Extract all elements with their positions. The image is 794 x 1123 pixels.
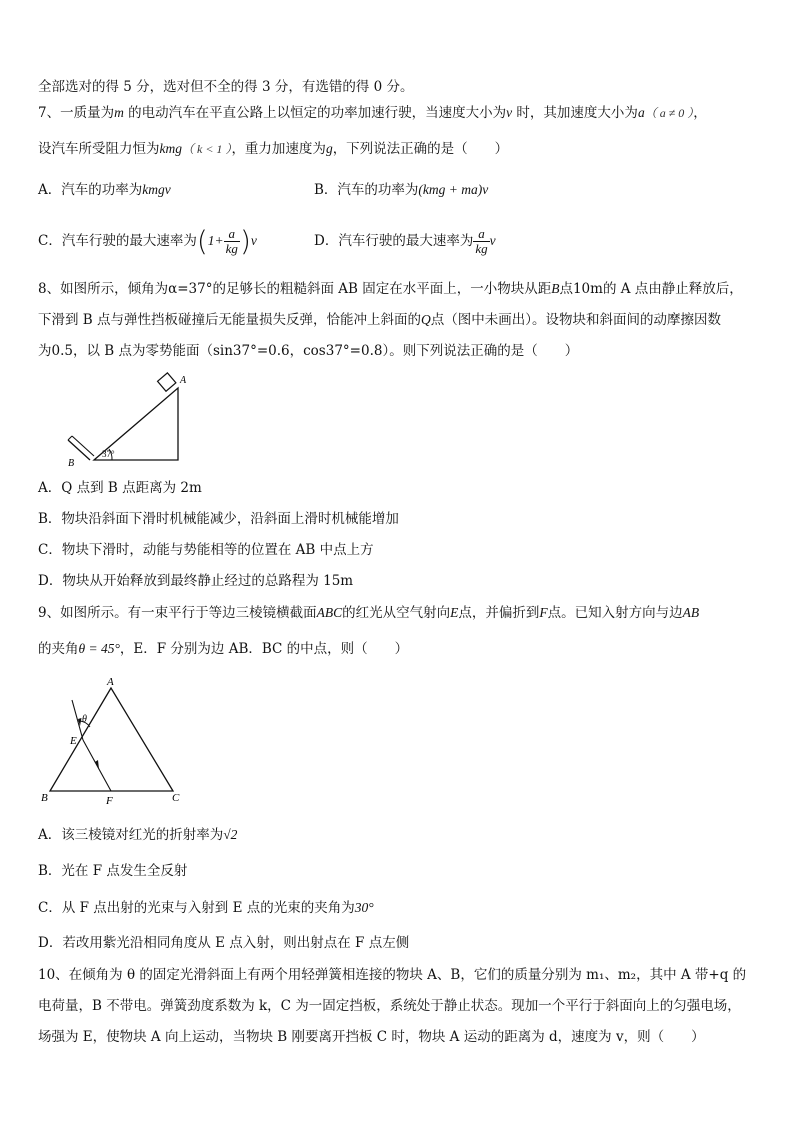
q8-var-q: Q	[421, 312, 431, 327]
q9-var-f: F	[539, 605, 548, 620]
fig9-label-e: E	[70, 735, 77, 747]
q9-option-a-label: A．该三棱镜对红光的折射率为	[38, 827, 224, 843]
q7-text: 设汽车所受阻力恒为	[38, 141, 160, 157]
q8-text: 下滑到 B 点与弹性挡板碰撞后无能量损失反弹，恰能冲上斜面的	[38, 312, 422, 328]
q8-var-b: B	[551, 281, 560, 296]
q7-stem-line1	[38, 103, 707, 123]
q8-option-c[interactable]: C．物块下滑时，动能与势能相等的位置在 AB 中点上方	[38, 542, 374, 558]
q9-var-abc: ABC	[316, 605, 343, 620]
q7-option-c-den: kg	[225, 241, 238, 256]
q7-var-a: a	[637, 105, 645, 120]
q9-text: 点，并偏折到	[458, 605, 540, 621]
q9-text: 的红光从空气射向	[342, 605, 451, 621]
q7-var-v: v	[506, 105, 513, 120]
q9-option-b[interactable]: B．光在 F 点发生全反射	[38, 863, 188, 879]
q8-stem-line1	[38, 279, 743, 299]
q8-option-d[interactable]: D．物块从开始释放到最终静止经过的总路程为 15m	[38, 573, 354, 589]
q9-option-c[interactable]	[38, 898, 374, 918]
fig9-label-b: B	[41, 792, 48, 804]
q9-var-e: E	[450, 605, 459, 620]
fig8-label-b: B	[68, 458, 75, 468]
q7-option-c-num: a	[224, 227, 240, 242]
q8-text: 的 A 点由静止释放后，	[602, 281, 743, 297]
q9-option-a-value: √2	[223, 827, 238, 842]
q7-option-c-fraction	[224, 227, 240, 256]
block-a	[158, 373, 176, 391]
q7-option-d-fraction	[473, 227, 489, 256]
q9-stem-line1	[38, 603, 699, 623]
q7-option-c[interactable]	[38, 222, 257, 260]
q8-incline-figure	[60, 372, 190, 468]
q7-option-d-v: v	[489, 233, 496, 248]
q7-var-g: g	[325, 141, 333, 156]
q8-option-a[interactable]: A．Q 点到 B 点距离为 2m	[38, 480, 202, 496]
q7-option-b-expr: (kmg + ma)v	[418, 182, 489, 197]
q7-text: 时，其加速度大小为	[512, 105, 638, 121]
q7-option-b[interactable]	[314, 180, 488, 200]
q7-option-a-expr: kmgv	[142, 182, 171, 197]
q7-text: ，	[693, 105, 707, 121]
q10-stem-line3: 场强为 E，使物块 A 向上运动，当物块 B 刚要离开挡板 C 时，物块 A 运动的距离为 d，速度为 v，则（ ）	[38, 1029, 705, 1045]
q8-distance: 10m	[572, 281, 603, 297]
q8-text: 8、如图所示，倾角为α=37°的足够长的粗糙斜面 AB 固定在水平面上，一小物块从距	[38, 281, 552, 297]
q7-k-condition: （ k < 1 ）	[182, 142, 232, 156]
q9-text: ，E．F 分别为边 AB．BC 的中点，则（ ）	[119, 641, 409, 657]
q7-option-b-label: B．汽车的功率为	[314, 182, 419, 198]
scoring-note: 全部选对的得 5 分，选对但不全的得 3 分，有选错的得 0 分。	[38, 79, 414, 95]
q7-option-d-num: a	[473, 227, 489, 242]
fig9-label-a: A	[107, 676, 114, 688]
q10-stem-line2: 电荷量，B 不带电。弹簧劲度系数为 k，C 为一固定挡板，系统处于静止状态。现加一个平行于斜面向上的匀强电场，	[38, 998, 741, 1014]
q7-option-d[interactable]	[314, 222, 496, 260]
q9-text: 点。已知入射方向与边	[547, 605, 683, 621]
q7-a-condition: （ a ≠ 0 ）	[644, 106, 694, 120]
q9-stem-line2	[38, 639, 408, 659]
fig8-angle-label: 37°	[102, 449, 115, 459]
q9-theta-expr: θ = 45°	[78, 641, 120, 656]
prism-triangle	[50, 688, 173, 791]
q8-text: 点	[559, 281, 573, 297]
q9-option-a[interactable]	[38, 825, 237, 845]
q8-stem-line2	[38, 310, 721, 330]
fig9-label-theta: θ	[82, 714, 87, 725]
q7-text: 的电动汽车在平直公路上以恒定的功率加速行驶，当速度大小为	[123, 105, 507, 121]
fig9-label-f: F	[106, 795, 113, 807]
q7-text: ，重力加速度为	[231, 141, 326, 157]
q7-option-c-paren-open: (	[196, 224, 208, 258]
q7-var-m: m	[114, 105, 124, 120]
refracted-ray-arrow	[95, 760, 99, 769]
q9-text: 9、如图所示。有一束平行于等边三棱镜横截面	[38, 605, 317, 621]
q7-var-kmg: kmg	[159, 141, 182, 156]
q9-var-ab: AB	[682, 605, 700, 620]
q10-stem-line1: 10、在倾角为 θ 的固定光滑斜面上有两个用轻弹簧相连接的物块 A、B，它们的质量分别为 m₁、m₂，其中 A 带+q 的	[38, 967, 747, 983]
q9-option-c-value: 30°	[354, 900, 374, 915]
q7-option-d-den: kg	[475, 241, 488, 256]
q7-text: 7、一质量为	[38, 105, 115, 121]
q7-option-a-label: A．汽车的功率为	[38, 182, 143, 198]
q7-stem-line2	[38, 139, 508, 159]
q8-stem-line3: 为0.5，以 B 点为零势能面（sin37°=0.6，cos37°=0.8）。则下列说法正确的是（ ）	[38, 343, 579, 359]
q9-option-d[interactable]: D．若改用紫光沿相同角度从 E 点入射，则出射点在 F 点左侧	[38, 935, 410, 951]
q8-text: 点（图中未画出）。设物块和斜面间的动摩擦因数	[430, 312, 722, 328]
q7-option-c-one: 1+	[207, 233, 224, 248]
q7-option-c-label: C．汽车行驶的最大速率为	[38, 233, 197, 249]
q7-option-d-label: D．汽车行驶的最大速率为	[314, 233, 474, 249]
fig9-label-c: C	[172, 792, 180, 804]
fig8-label-a: A	[180, 375, 187, 386]
q7-option-a[interactable]	[38, 180, 171, 200]
q7-text: ，下列说法正确的是（ ）	[332, 141, 509, 157]
q8-option-b[interactable]: B．物块沿斜面下滑时机械能减少，沿斜面上滑时机械能增加	[38, 511, 399, 527]
q9-text: 的夹角	[38, 641, 79, 657]
q9-option-c-label: C．从 F 点出射的光束与入射到 E 点的光束的夹角为	[38, 900, 355, 916]
q9-prism-figure	[38, 674, 188, 810]
q7-option-c-paren-close: )	[239, 224, 251, 258]
q7-option-c-v: v	[250, 233, 257, 248]
